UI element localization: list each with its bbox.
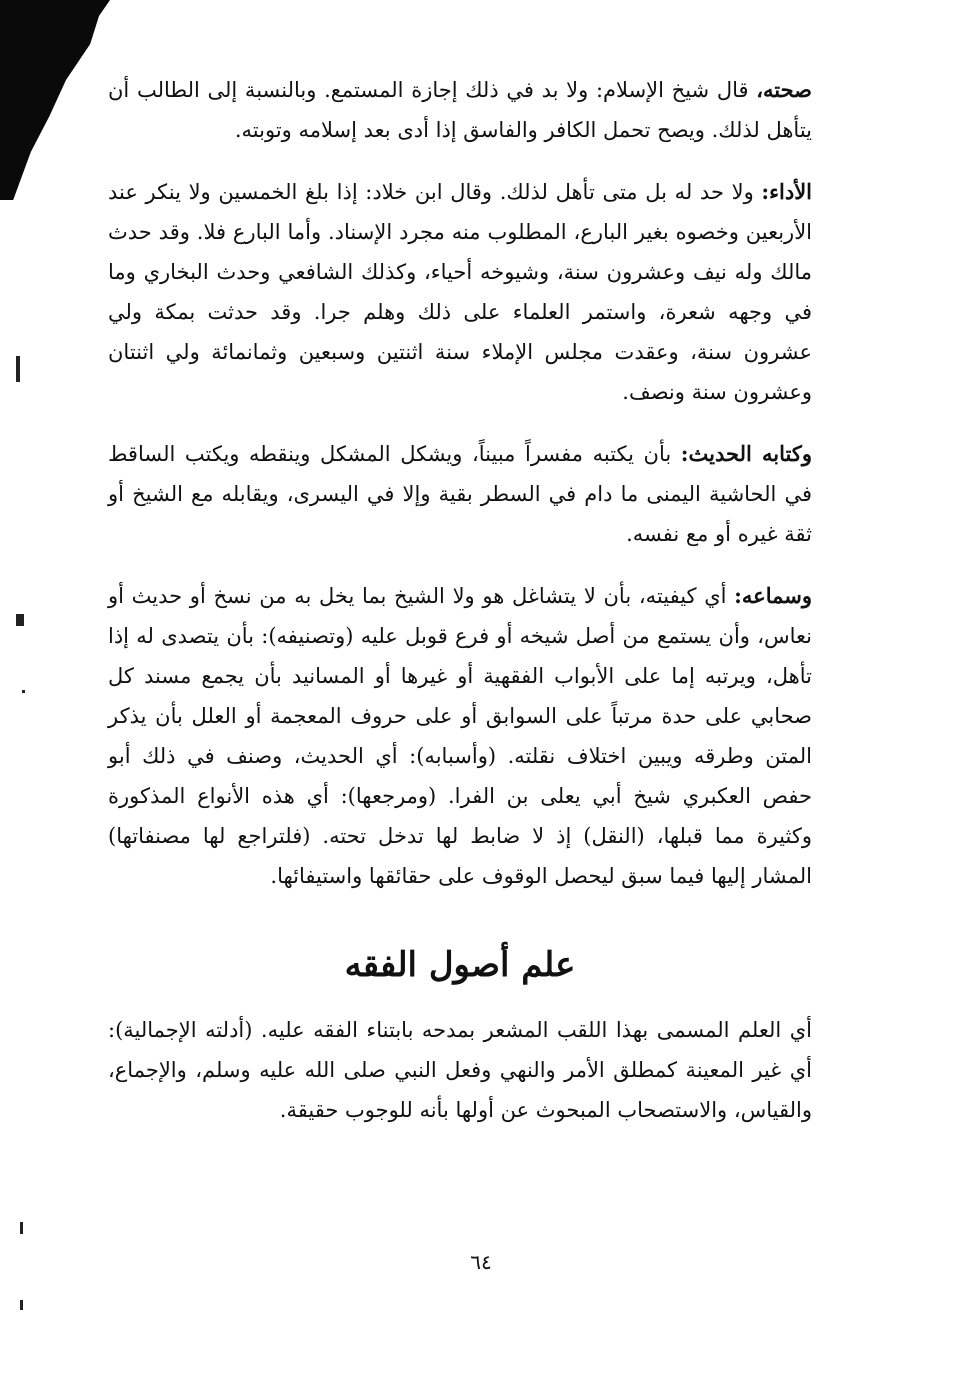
page-number: ٦٤ (470, 1250, 492, 1274)
page-body (108, 70, 812, 1152)
margin-mark (22, 690, 25, 693)
paragraph-authorization (108, 70, 812, 150)
paragraph-text: بأن يكتبه مفسراً مبيناً، ويشكل المشكل وينقطه ويكتب الساقط في الحاشية اليمنى ما دام في السطر بقية وإلا في اليسرى، ويقابله مع الشيخ أو ثقة غيره أو مع نفسه. (108, 442, 812, 546)
section-heading: علم أصول الفقه (344, 945, 576, 985)
section-paragraph: أي العلم المسمى بهذا اللقب المشعر بمدحه بابتناء الفقه عليه. (أدلته الإجمالية): أي غير المعينة كمطلق الأمر والنهي وفعل النبي صلى الله عليه وسلم، والإجماع، والقياس، والاستصحاب المبحوث عن أولها بأنه للوجوب حقيقة. (108, 1018, 812, 1122)
paragraph-lead: وسماعه: (734, 583, 812, 608)
margin-mark (16, 356, 20, 382)
margin-mark (20, 1222, 23, 1234)
paragraph-text: أي كيفيته، بأن لا يتشاغل هو ولا الشيخ بما يخل به من نسخ أو حديث أو نعاس، وأن يستمع من أصل شيخه أو فرع قوبل عليه (وتصنيفه): بأن يتصدى له إذا تأهل، ويرتبه إما على الأبواب الفقهية أو غيرها أو المسانيد بأن يجمع مسند كل صحابي على حدة مرتباً على السوابق أو على حروف المعجمة أو العلل بأن يذكر المتن وطرقه ويبين اختلاف نقلته. (وأسبابه): أي الحديث، وصنف في ذلك أبو حفص العكبري شيخ أبي يعلى بن الفرا. (ومرجعها): أي هذه الأنواع المذكورة وكثيرة مما قبلها، (النقل) إذ لا ضابط لها تدخل تحته. (فلتراجع لها مصنفاتها) المشار إليها فيما سبق ليحصل الوقوف على حقائقها واستيفائها. (108, 584, 812, 888)
paragraph-lead: الأداء: (761, 179, 812, 204)
paragraph-text: قال شيخ الإسلام: ولا بد في ذلك إجازة المستمع. وبالنسبة إلى الطالب أن يتأهل لذلك. ويصح تحمل الكافر والفاسق إذا أدى بعد إسلامه وتوبته. (108, 78, 812, 142)
paragraph-writing (108, 434, 812, 554)
scan-corner-shadow (0, 0, 110, 200)
paragraph-hearing (108, 576, 812, 896)
margin-mark (16, 614, 24, 626)
paragraph-transmission (108, 172, 812, 412)
paragraph-text: ولا حد له بل متى تأهل لذلك. وقال ابن خلاد: إذا بلغ الخمسين ولا ينكر عند الأربعين وخصوه بغير البارع، المطلوب منه مجرد الإسناد. وأما البارع فلا. وقد حدث مالك وله نيف وعشرون سنة، وشيوخه أحياء، وكذلك الشافعي وحدث البخاري وما في وجهه شعرة، واستمر العلماء على ذلك وهلم جرا. وقد حدثت بمكة ولي عشرون سنة، وعقدت مجلس الإملاء سنة اثنتين وسبعين وثمانمائة ولي اثنتان وعشرون سنة ونصف. (108, 180, 812, 404)
paragraph-lead: وكتابه الحديث: (680, 441, 812, 466)
paragraph-lead: صحته، (756, 77, 812, 102)
margin-mark (20, 1300, 23, 1310)
